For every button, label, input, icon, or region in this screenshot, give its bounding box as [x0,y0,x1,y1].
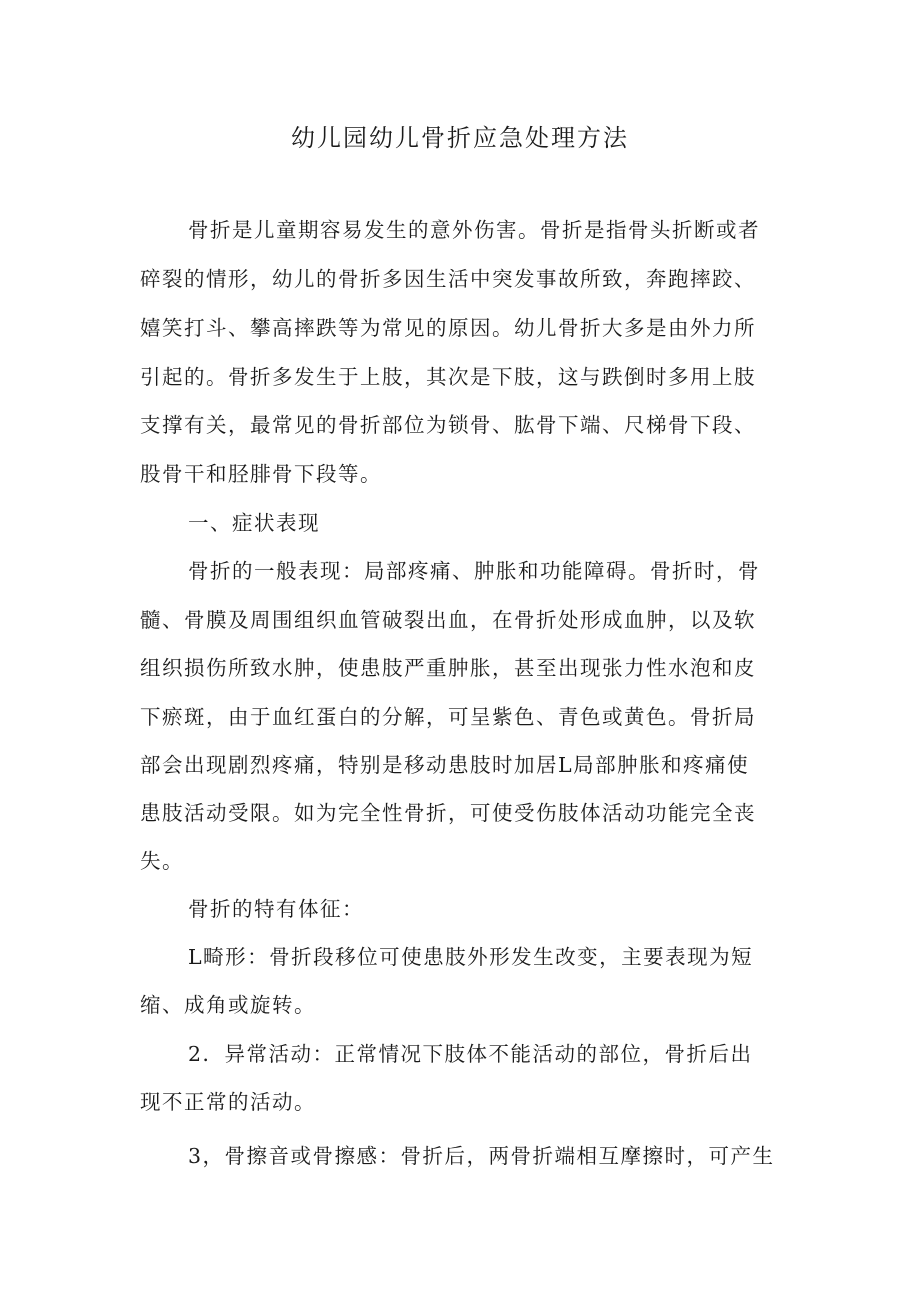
paragraph-line-7: 骨折的一般表现：局部疼痛、肿胀和功能障碍。骨折时，骨 [188,559,760,583]
paragraph-line-3: 嬉笑打斗、攀高摔跌等为常见的原因。幼儿骨折大多是由外力所 [140,316,756,340]
list-item-1-line-1: L畸形：骨折段移位可使患肢外形发生改变，主要表现为短 [188,945,754,969]
paragraph-line-4: 引起的。骨折多发生于上肢，其次是下肢，这与跌倒时多用上肢 [140,365,756,389]
section-heading-symptoms: 一、症状表现 [188,511,320,535]
paragraph-line-9: 组织损伤所致水肿，使患肢严重肿胀，甚至出现张力性水泡和皮 [140,656,756,680]
paragraph-line-1: 骨折是儿童期容易发生的意外伤害。骨折是指骨头折断或者 [188,218,760,242]
document-title: 幼儿园幼儿骨折应急处理方法 [291,124,629,152]
subheading-signs: 骨折的特有体征： [188,897,364,921]
paragraph-line-2: 碎裂的情形，幼儿的骨折多因生活中突发事故所致，奔跑摔跤、 [140,267,756,291]
paragraph-line-11: 部会出现剧烈疼痛，特别是移动患肢时加居L局部肿胀和疼痛使 [140,753,750,777]
paragraph-line-13: 失。 [140,849,184,873]
paragraph-line-5: 支撑有关，最常见的骨折部位为锁骨、肱骨下端、尺梯骨下段、 [140,413,756,437]
list-item-2-line-1: 2．异常活动：正常情况下肢体不能活动的部位，骨折后出 [188,1042,753,1066]
paragraph-line-8: 髓、骨膜及周围组织血管破裂出血，在骨折处形成血肿，以及软 [140,608,756,632]
paragraph-line-12: 患肢活动受限。如为完全性骨折，可使受伤肢体活动功能完全丧 [140,801,756,825]
list-item-3-line-1: 3，骨擦音或骨擦感：骨折后，两骨折端相互摩擦时，可产生 [188,1144,775,1168]
list-item-2-line-2: 现不正常的活动。 [140,1090,316,1114]
paragraph-line-10: 下瘀斑，由于血红蛋白的分解，可呈紫色、青色或黄色。骨折局 [140,705,756,729]
list-item-1-line-2: 缩、成角或旋转。 [140,993,316,1017]
paragraph-line-6: 股骨干和胫腓骨下段等。 [140,462,382,486]
